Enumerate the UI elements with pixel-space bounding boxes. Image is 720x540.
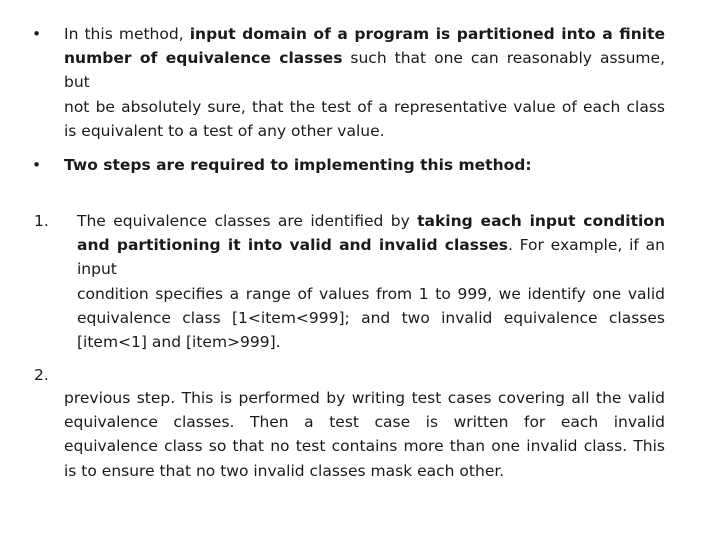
step-1-line-1: The equivalence classes are identified by taking each input condition xyxy=(77,212,665,230)
bullet-marker: • xyxy=(32,156,42,174)
bullet-1-line-1: In this method, input domain of a program is partitioned into a finite xyxy=(64,25,666,43)
bullet-1-line-3: not be absolutely sure, that the test of a representative value of each class xyxy=(64,97,665,116)
step-1-line-5: [item<1] and [item>999]. xyxy=(77,333,281,352)
bullet-2-heading: Two steps are required to implementing this method: xyxy=(64,156,532,174)
step-2-paragraph xyxy=(64,386,665,483)
bullet-marker: • xyxy=(32,25,42,43)
step-1-line-2: and partitioning it into valid and invalid classes. For example, if an input xyxy=(77,236,665,279)
step-2-line-2: equivalence classes. Then a test case is written for each invalid xyxy=(64,413,665,432)
step-2-line-1: previous step. This is performed by writing test cases covering all the valid xyxy=(64,389,665,407)
step-2-line-3: equivalence class so that no test contains more than one invalid class. This xyxy=(64,437,665,456)
bullet-1-paragraph xyxy=(64,22,665,143)
step-2-line-4: is to ensure that no two invalid classes mask each other. xyxy=(64,461,505,480)
step-1-line-4: equivalence class [1<item<999]; and two invalid equivalence classes xyxy=(77,308,665,327)
bullet-1-line-2: number of equivalence classes such that one can reasonably assume, but xyxy=(64,49,665,92)
step-2-number: 2. xyxy=(34,366,49,384)
bullet-1-line-4: is equivalent to a test of any other value. xyxy=(64,121,385,140)
step-1-number: 1. xyxy=(34,212,49,230)
step-1-line-3: condition specifies a range of values from 1 to 999, we identify one valid xyxy=(77,284,665,303)
step-1-paragraph xyxy=(77,209,665,354)
